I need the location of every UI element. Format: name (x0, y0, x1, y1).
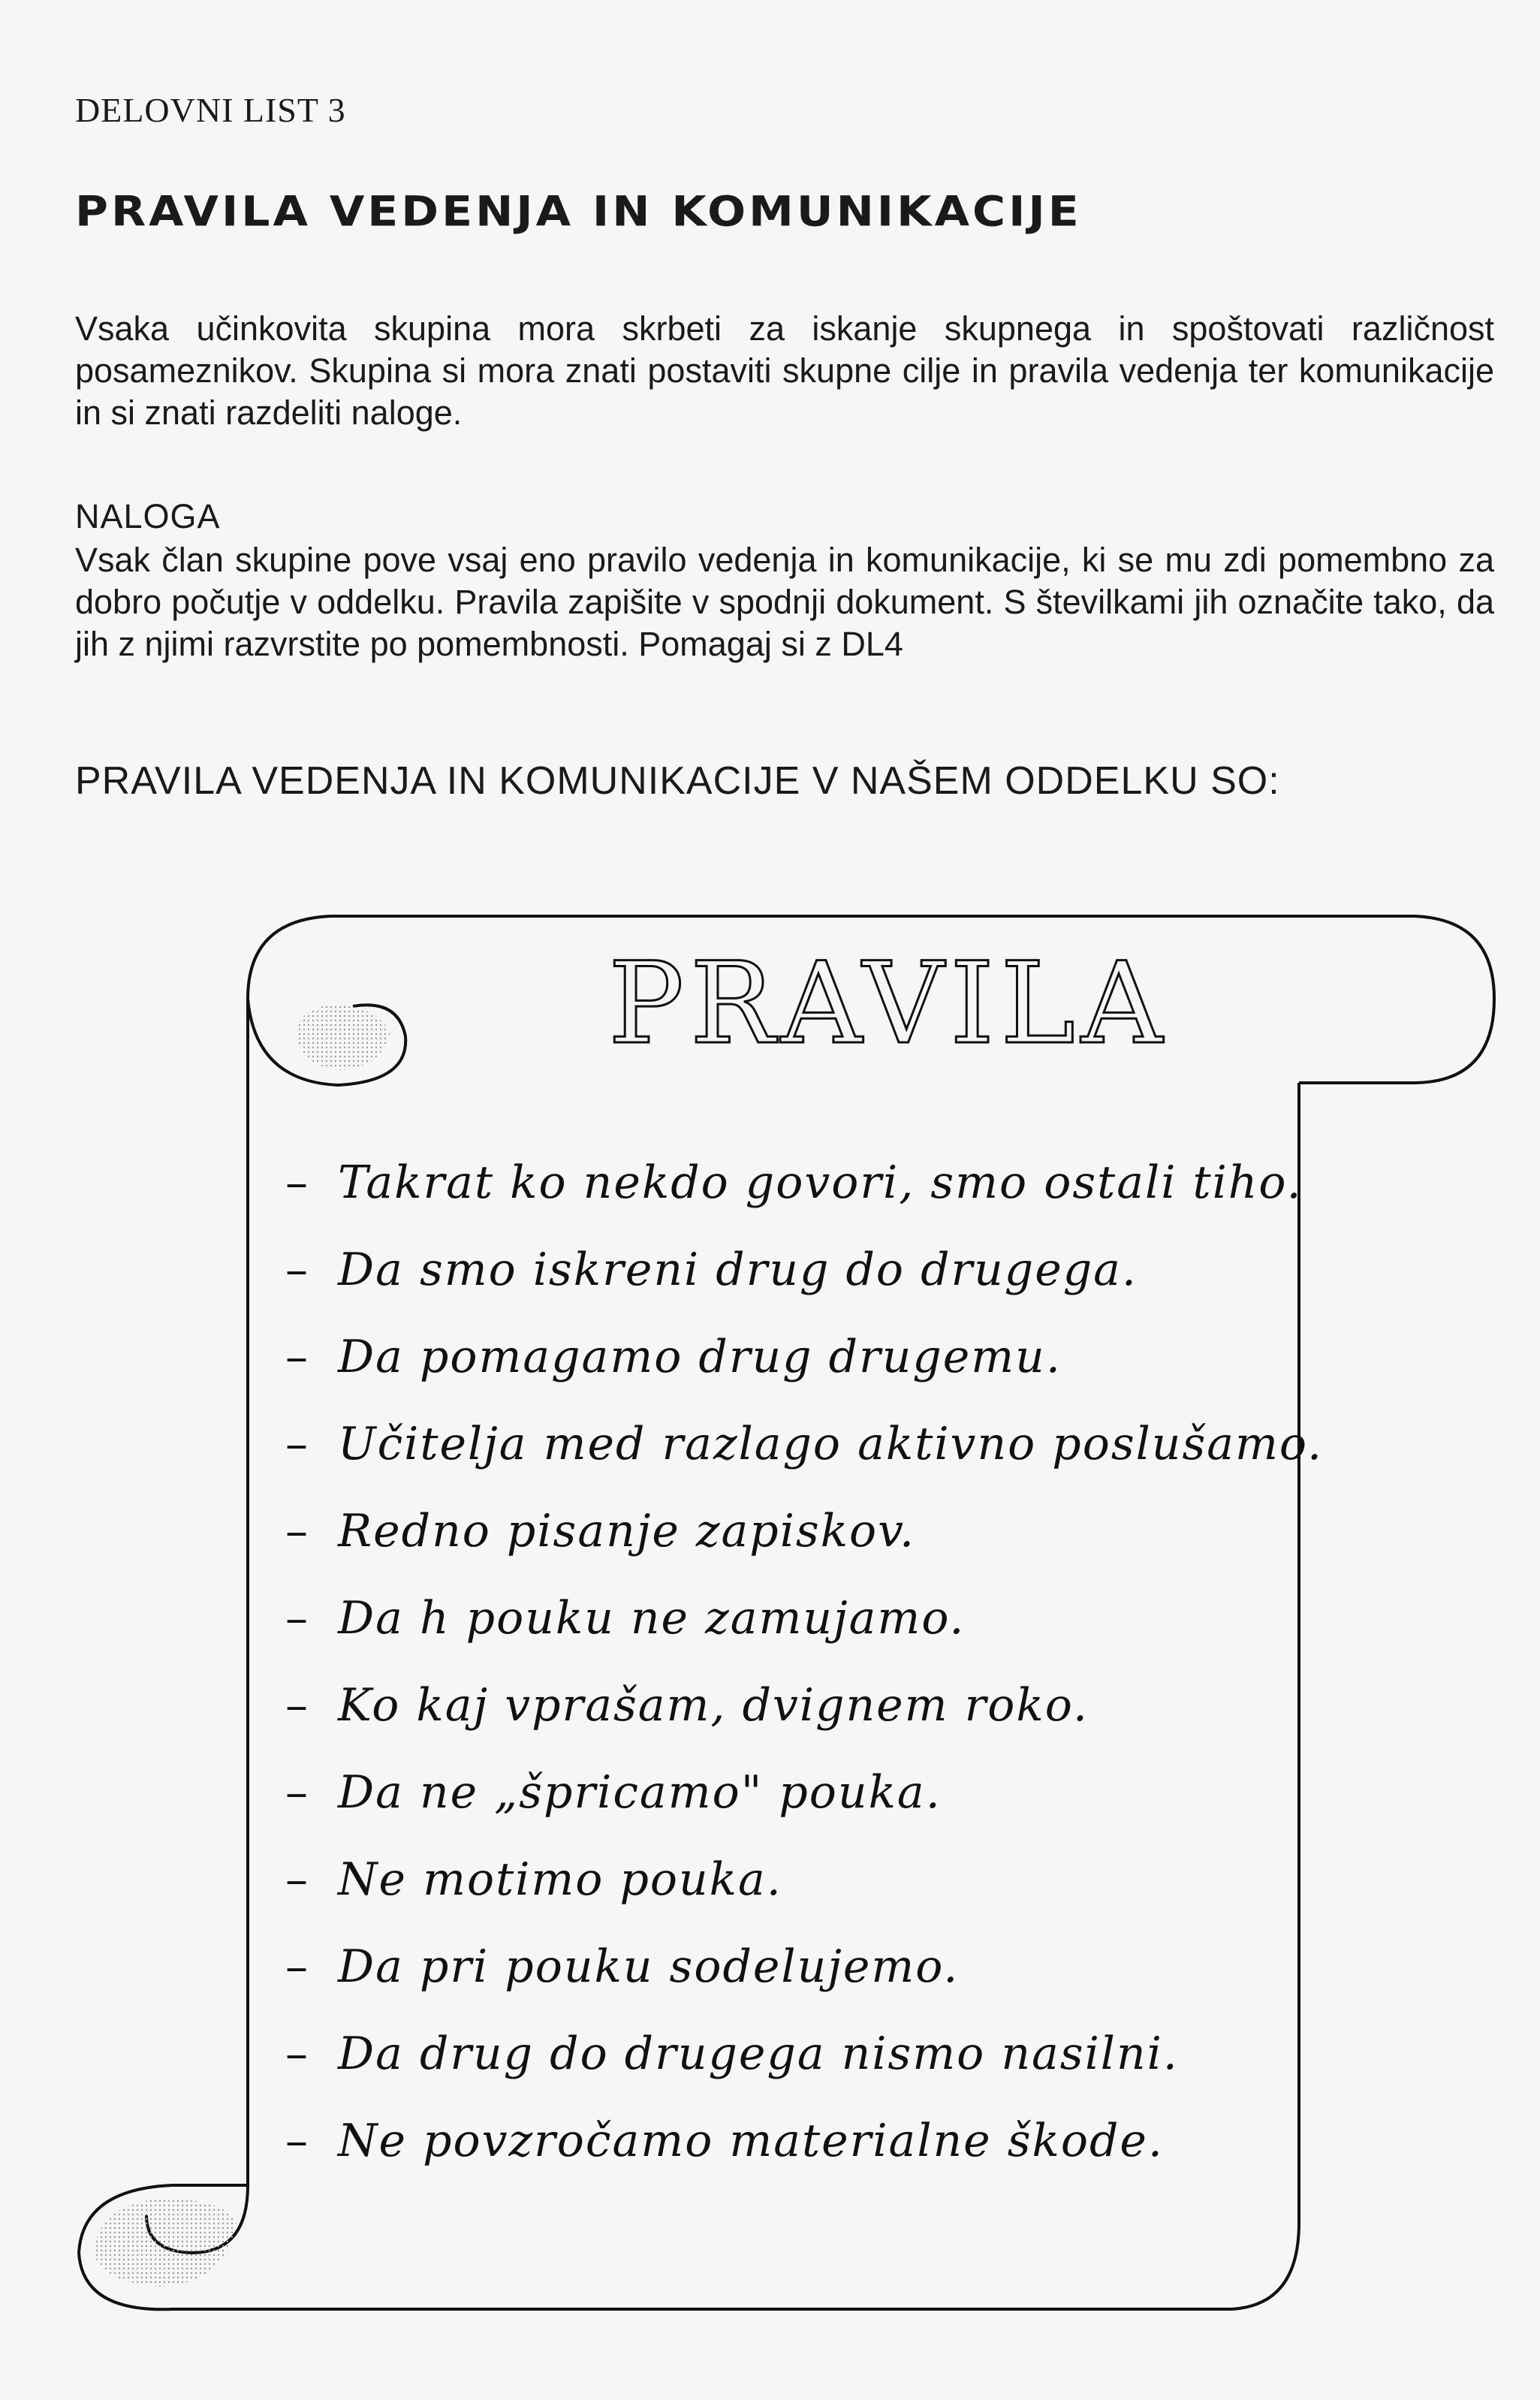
rule-item (285, 1679, 1284, 1766)
rule-bullet: – (285, 1766, 309, 1819)
rule-item (285, 2115, 1284, 2202)
rule-item (285, 1940, 1284, 2028)
rule-text: Učitelja med razlago aktivno poslušamo. (338, 1418, 1324, 1470)
rule-bullet: – (285, 1592, 309, 1645)
rules-list (285, 1156, 1324, 2202)
rule-text: Ko kaj vprašam, dvignem roko. (338, 1679, 1089, 1732)
rule-text: Ne povzročamo materialne škode. (338, 2115, 1164, 2167)
rule-text: Da drug do drugega nismo nasilni. (338, 2028, 1179, 2080)
rule-item (285, 1418, 1324, 1505)
rule-bullet: – (285, 1505, 309, 1557)
scroll-bottom-roll (79, 2185, 1299, 2309)
rule-item (285, 1592, 1284, 1679)
scroll-top-curl-shade (297, 1005, 390, 1070)
rule-bullet: – (285, 1156, 309, 1209)
rule-text: Redno pisanje zapiskov. (338, 1505, 916, 1557)
rule-item (285, 1505, 1284, 1592)
scroll-title: PRAVILA (608, 939, 1169, 1069)
scroll-bottom-curl-shade (94, 2199, 237, 2287)
rule-item (285, 1766, 1284, 1853)
rule-bullet: – (285, 1940, 309, 1993)
page-title: PRAVILA VEDENJA IN KOMUNIKACIJE (75, 188, 1082, 237)
intro-paragraph: Vsaka učinkovita skupina mora skrbeti za iskanje skupnega in spoštovati različnost posameznikov. Skupina si mora znati postaviti skupne cilje in pravila vedenja ter komunikacije in si znati razdeliti naloge. (75, 309, 1494, 432)
rule-bullet: – (285, 1679, 309, 1732)
rule-bullet: – (285, 2028, 309, 2080)
rule-bullet: – (285, 1853, 309, 1906)
rule-text: Da smo iskreni drug do drugega. (338, 1244, 1138, 1296)
rule-bullet: – (285, 1418, 309, 1470)
rule-item (285, 1156, 1303, 1244)
rule-text: Takrat ko nekdo govori, smo ostali tiho. (338, 1156, 1303, 1209)
rule-text: Da pri pouku sodelujemo. (338, 1940, 960, 1993)
rule-bullet: – (285, 2115, 309, 2167)
rule-text: Da pomagamo drug drugemu. (338, 1331, 1062, 1383)
rule-item (285, 1853, 1284, 1940)
sheet-label: DELOVNI LIST 3 (75, 91, 346, 129)
rule-text: Ne motimo pouka. (338, 1853, 782, 1906)
rule-bullet: – (285, 1244, 309, 1296)
task-heading: NALOGA (75, 497, 221, 535)
rule-text: Da h pouku ne zamujamo. (338, 1592, 966, 1645)
rule-item (285, 1331, 1284, 1418)
rule-text: Da ne „špricamo" pouka. (338, 1766, 942, 1819)
rule-item (285, 2028, 1284, 2115)
rule-item (285, 1244, 1284, 1331)
rule-bullet: – (285, 1331, 309, 1383)
list-heading: PRAVILA VEDENJA IN KOMUNIKACIJE V NAŠEM ODDELKU SO: (75, 759, 1280, 803)
task-text: Vsak član skupine pove vsaj eno pravilo vedenja in komunikacije, ki se mu zdi pomembno za dobro počutje v oddelku. Pravila zapišite v spodnji dokument. S številkami jih označite tako, da jih z njimi razvrstite po pomembnosti. Pomagaj si z DL4 (75, 541, 1494, 663)
